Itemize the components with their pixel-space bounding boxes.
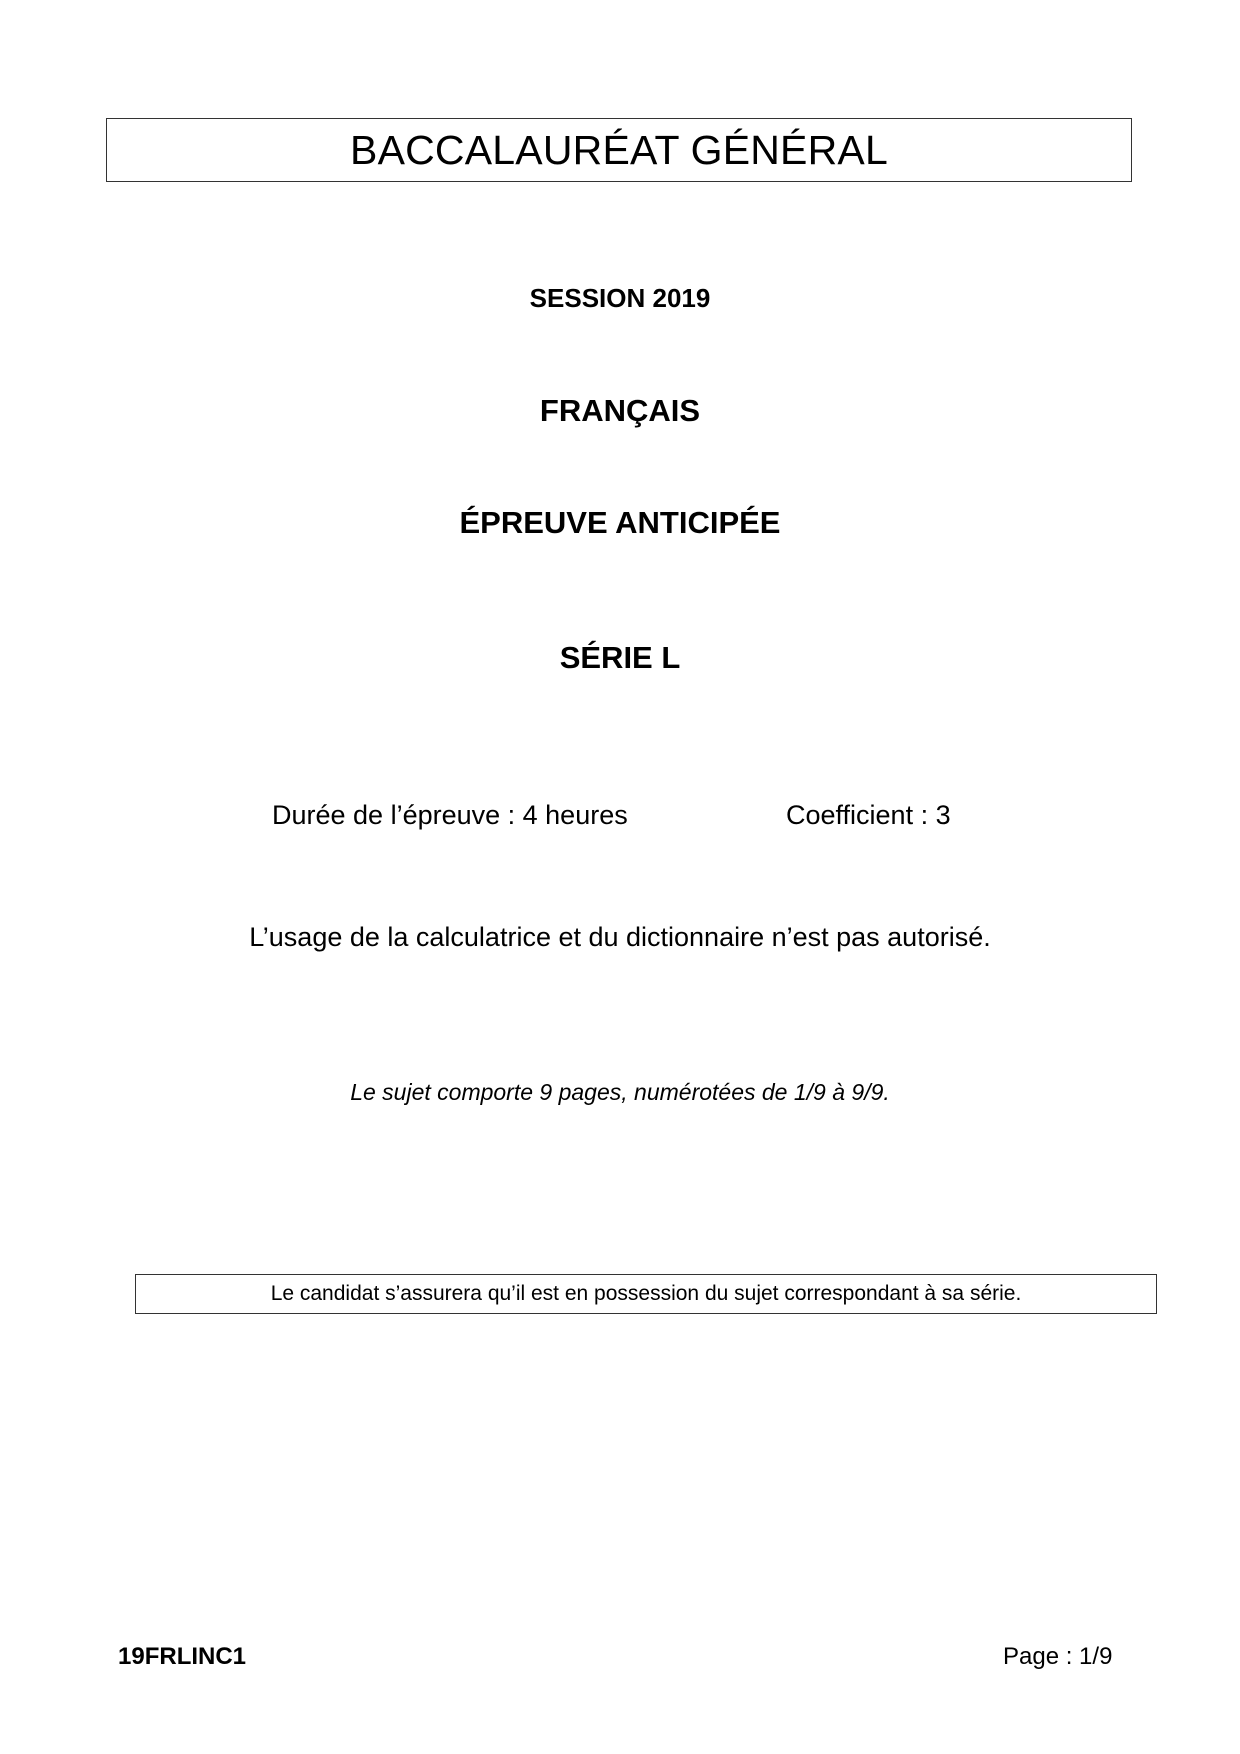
- page-title: BACCALAURÉAT GÉNÉRAL: [350, 126, 888, 173]
- coefficient-text: Coefficient : 3: [786, 800, 951, 830]
- title-box: [106, 118, 1132, 182]
- notice-text: Le candidat s’assurera qu’il est en possession du sujet correspondant à sa série.: [270, 1282, 1022, 1305]
- footer-page-number: Page : 1/9: [1003, 1643, 1113, 1670]
- duration-text: Durée de l’épreuve : 4 heures: [272, 800, 628, 830]
- footer-code: 19FRLINC1: [118, 1643, 247, 1670]
- epreuve-label: ÉPREUVE ANTICIPÉE: [459, 505, 781, 540]
- serie-label: SÉRIE L: [559, 640, 681, 675]
- usage-text: L’usage de la calculatrice et du dictionnaire n’est pas autorisé.: [249, 922, 991, 952]
- subject-label: FRANÇAIS: [539, 393, 701, 428]
- session-label: SESSION 2019: [529, 283, 711, 313]
- pages-note: Le sujet comporte 9 pages, numérotées de 1/9 à 9/9.: [350, 1079, 890, 1105]
- notice-box: [135, 1274, 1157, 1314]
